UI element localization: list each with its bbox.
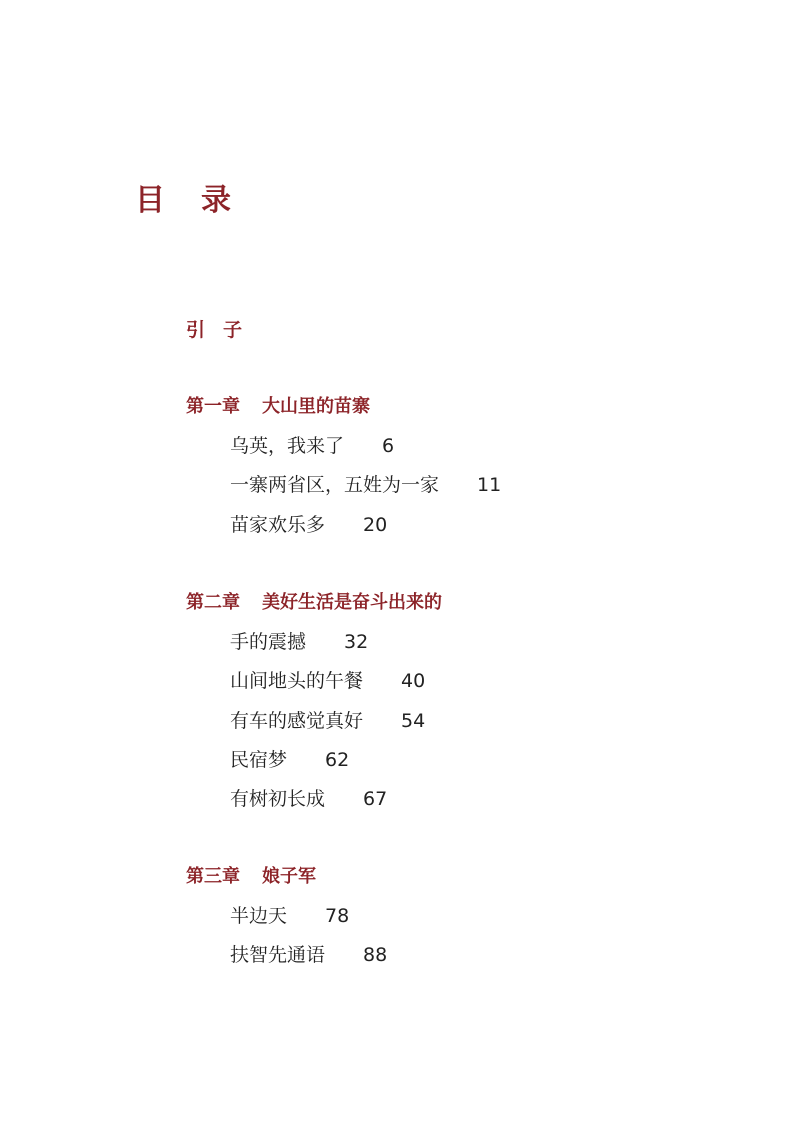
chapter-3 bbox=[186, 863, 387, 981]
chapter-number: 第一章 bbox=[186, 396, 240, 417]
toc-title-char-1: 目 bbox=[135, 183, 165, 218]
toc-entry bbox=[230, 511, 501, 550]
entry-title: 苗家欢乐多 bbox=[230, 513, 326, 536]
chapter-title: 大山里的苗寨 bbox=[262, 396, 370, 417]
chapter-heading bbox=[186, 589, 442, 617]
prologue-char-2: 子 bbox=[223, 319, 243, 341]
toc-entry bbox=[230, 746, 442, 785]
chapter-title: 娘子军 bbox=[262, 866, 316, 887]
entry-title: 民宿梦 bbox=[230, 748, 288, 771]
toc-entry bbox=[230, 432, 501, 471]
entry-title: 山间地头的午餐 bbox=[230, 670, 364, 693]
entry-title: 有车的感觉真好 bbox=[230, 709, 364, 732]
entry-page-number: 20 bbox=[363, 513, 388, 536]
chapter-heading bbox=[186, 863, 387, 891]
entry-page-number: 62 bbox=[325, 748, 350, 771]
chapter-entries bbox=[230, 432, 501, 550]
chapter-title: 美好生活是奋斗出来的 bbox=[262, 592, 442, 613]
entry-title: 乌英，我来了 bbox=[230, 435, 345, 457]
entry-title: 手的震撼 bbox=[230, 631, 307, 653]
entry-title: 有树初长成 bbox=[230, 788, 326, 811]
toc-title-char-2: 录 bbox=[201, 183, 231, 218]
entry-page-number: 40 bbox=[401, 670, 426, 693]
chapter-2 bbox=[186, 589, 442, 824]
toc-entry bbox=[230, 941, 387, 980]
entry-page-number: 88 bbox=[363, 944, 388, 967]
entry-page-number: 54 bbox=[401, 709, 426, 732]
entry-title: 一寨两省区，五姓为一家 bbox=[230, 474, 440, 497]
entry-title: 扶智先通语 bbox=[230, 944, 326, 967]
entry-page-number: 11 bbox=[477, 474, 502, 497]
entry-page-number: 6 bbox=[382, 435, 395, 457]
entry-title: 半边天 bbox=[230, 905, 288, 927]
prologue-char-1: 引 bbox=[186, 319, 206, 341]
toc-entry bbox=[230, 628, 442, 667]
prologue-heading bbox=[186, 316, 242, 344]
toc-entry bbox=[230, 471, 501, 510]
chapter-number: 第三章 bbox=[186, 866, 240, 887]
entry-page-number: 67 bbox=[363, 788, 388, 811]
entry-page-number: 78 bbox=[325, 905, 350, 927]
toc-entry bbox=[230, 667, 442, 706]
entry-page-number: 32 bbox=[344, 631, 369, 653]
chapter-heading bbox=[186, 393, 501, 421]
chapter-entries bbox=[230, 628, 442, 824]
toc-entry bbox=[230, 902, 387, 941]
chapter-entries bbox=[230, 902, 387, 981]
toc-entry bbox=[230, 785, 442, 824]
toc-entry bbox=[230, 707, 442, 746]
toc-title bbox=[135, 180, 231, 222]
chapter-1 bbox=[186, 393, 501, 550]
chapter-number: 第二章 bbox=[186, 592, 240, 613]
